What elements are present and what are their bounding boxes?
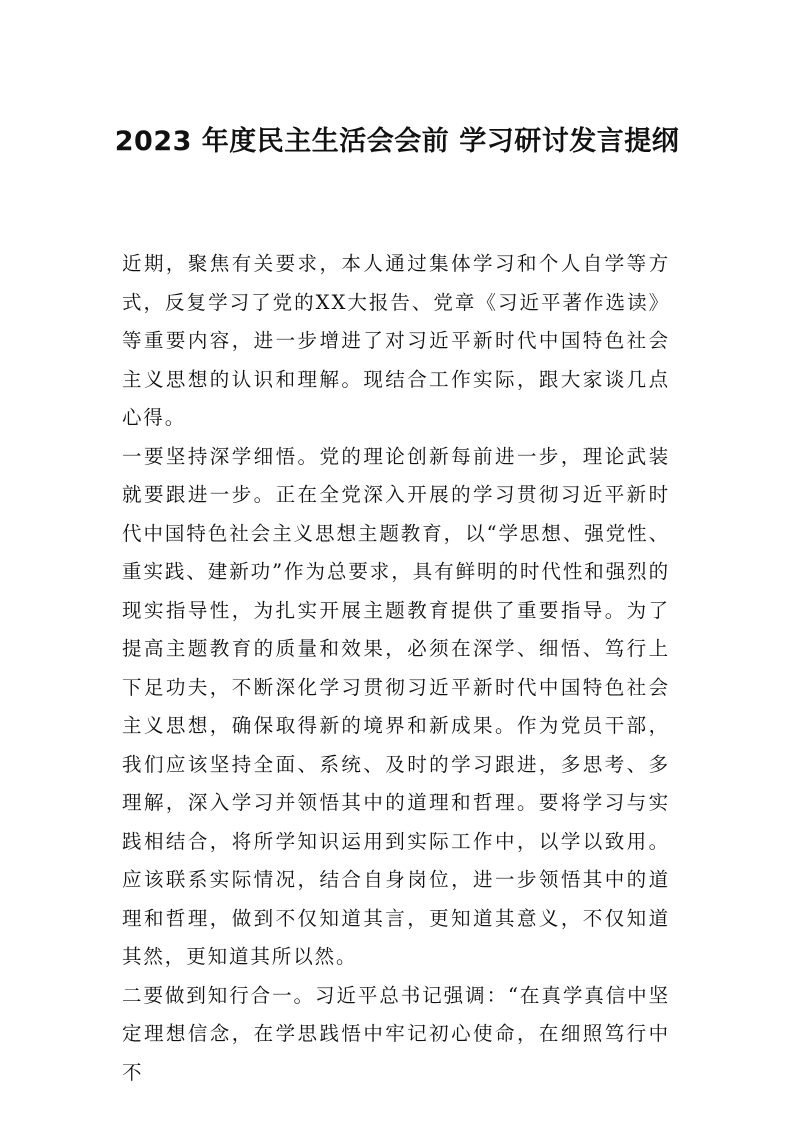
document-body (122, 245, 670, 1092)
document-title: 2023 年度民主生活会会前 学习研讨发言提纲 (114, 126, 680, 157)
paragraph-point-two: 二要做到知行合一。习近平总书记强调：“在真学真信中坚定理想信念，在学思践悟中牢记初心使命，在细照笃行中不 (122, 983, 670, 1084)
paragraph-point-one: 一要坚持深学细悟。党的理论创新每前进一步，理论武装就要跟进一步。正在全党深入开展的学习贯彻习近平新时代中国特色社会主义思想主题教育，以“学思想、强党性、重实践、建新功”作为总要求，具有鲜明的时代性和强烈的现实指导性，为扎实开展主题教育提供了重要指导。为了提高主题教育的质量和效果，必须在深学、细悟、笃行上下足功夫，不断深化学习贯彻习近平新时代中国特色社会主义思想，确保取得新的境界和新成果。作为党员干部，我们应该坚持全面、系统、及时的学习跟进，多思考、多理解，深入学习并领悟其中的道理和哲理。要将学习与实践相结合，将所学知识运用到实际工作中，以学以致用。应该联系实际情况，结合自身岗位，进一步领悟其中的道理和哲理，做到不仅知道其言，更知道其意义，不仅知道其然，更知道其所以然。 (122, 444, 670, 968)
paragraph-intro: 近期，聚焦有关要求，本人通过集体学习和个人自学等方式，反复学习了党的XX大报告、党章《习近平著作选读》等重要内容，进一步增进了对习近平新时代中国特色社会主义思想的认识和理解。现结合工作实际，跟大家谈几点心得。 (122, 252, 670, 429)
